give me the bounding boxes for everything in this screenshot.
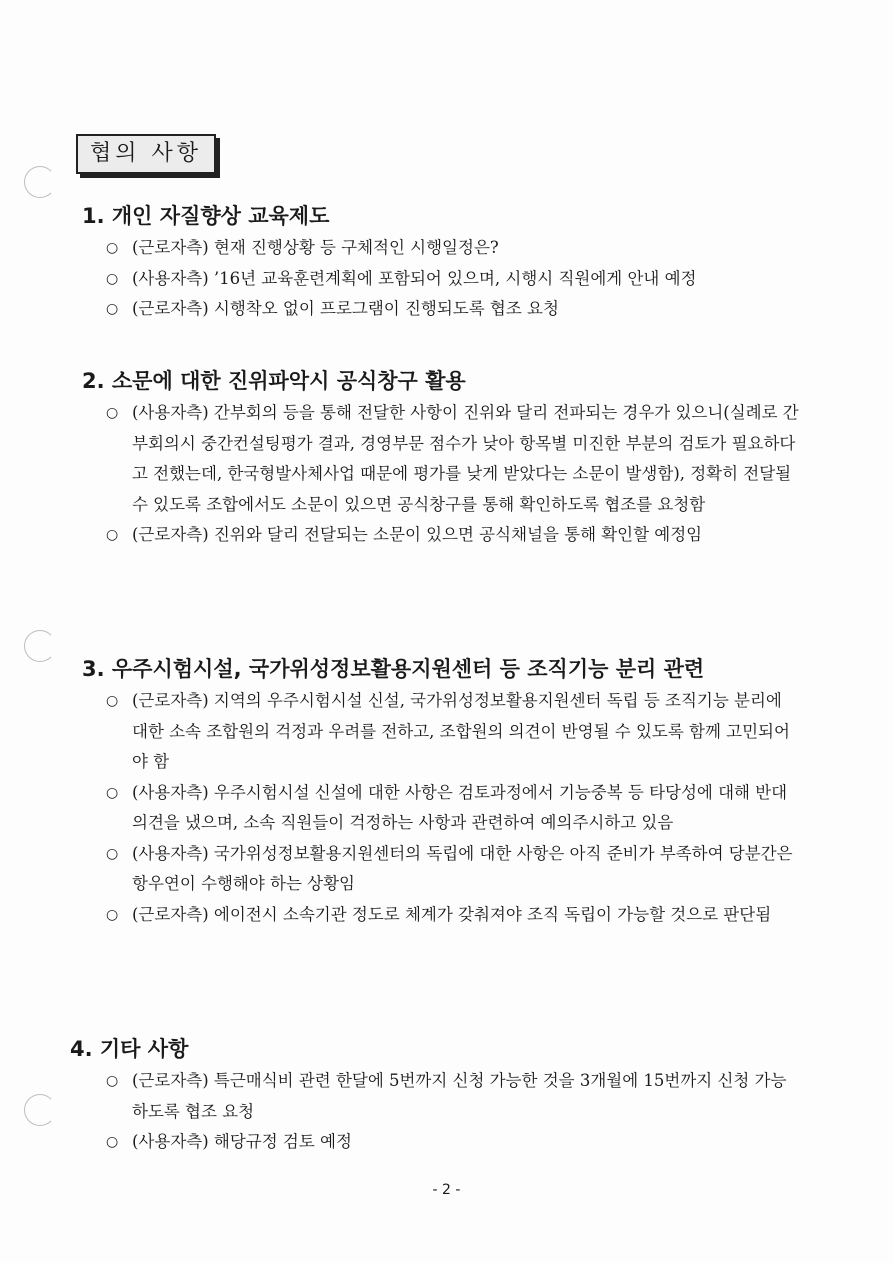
item-text: (근로자측) 특근매식비 관련 한달에 5번까지 신청 가능한 것을 3개월에 15번까지 신청 가능하도록 협조 요청 bbox=[132, 1071, 787, 1121]
section-2 bbox=[82, 366, 802, 551]
list-item bbox=[82, 686, 802, 778]
section-heading: 4. 기타 사항 bbox=[70, 1037, 189, 1061]
item-text: (근로자측) 에이전시 소속기관 정도로 체계가 갖춰져야 조직 독립이 가능할 것으로 판단됨 bbox=[132, 904, 772, 924]
list-item bbox=[82, 778, 802, 839]
circle-bullet-icon: ○ bbox=[106, 693, 119, 709]
circle-bullet-icon: ○ bbox=[106, 784, 119, 801]
list-item bbox=[82, 839, 802, 900]
circle-bullet-icon: ○ bbox=[106, 301, 119, 317]
list-item bbox=[82, 900, 802, 931]
circle-bullet-icon: ○ bbox=[106, 845, 119, 862]
item-text: (근로자측) 현재 진행상황 등 구체적인 시행일정은? bbox=[132, 238, 499, 257]
section-3 bbox=[82, 654, 802, 930]
circle-bullet-icon: ○ bbox=[106, 405, 119, 421]
list-item bbox=[82, 1127, 790, 1158]
section-1 bbox=[82, 201, 802, 325]
item-text: (사용자측) 우주시험시설 신설에 대한 사항은 검토과정에서 기능중복 등 타당성에 대해 반대의견을 냈으며, 소속 직원들이 걱정하는 사항과 관련하여 예의주시하고 있음 bbox=[132, 782, 788, 832]
punch-hole-2 bbox=[24, 630, 56, 662]
item-text: (근로자측) 시행착오 없이 프로그램이 진행되도록 협조 요청 bbox=[132, 299, 559, 318]
circle-bullet-icon: ○ bbox=[106, 240, 119, 256]
list-item bbox=[82, 520, 802, 551]
circle-bullet-icon: ○ bbox=[106, 1073, 119, 1089]
item-text: (근로자측) 진위와 달리 전달되는 소문이 있으면 공식채널을 통해 확인할 예정임 bbox=[132, 525, 703, 544]
item-text: (사용자측) 해당규정 검토 예정 bbox=[132, 1132, 352, 1151]
list-item bbox=[82, 264, 802, 295]
section-heading: 1. 개인 자질향상 교육제도 bbox=[82, 204, 330, 228]
circle-bullet-icon: ○ bbox=[106, 270, 119, 287]
punch-hole-1 bbox=[24, 166, 56, 198]
item-text: (사용자측) ’16년 교육훈련계획에 포함되어 있으며, 시행시 직원에게 안내 예정 bbox=[132, 268, 697, 288]
section-heading: 3. 우주시험시설, 국가위성정보활용지원센터 등 조직기능 분리 관련 bbox=[82, 657, 705, 681]
list-item bbox=[82, 1066, 790, 1127]
item-text: (사용자측) 국가위성정보활용지원센터의 독립에 대한 사항은 아직 준비가 부족하여 당분간은 항우연이 수행해야 하는 상황임 bbox=[132, 843, 793, 893]
circle-bullet-icon: ○ bbox=[106, 1134, 119, 1150]
page-number: - 2 - bbox=[432, 1182, 461, 1198]
punch-hole-3 bbox=[24, 1094, 56, 1126]
section-4 bbox=[70, 1034, 790, 1158]
section-heading: 2. 소문에 대한 진위파악시 공식창구 활용 bbox=[82, 369, 466, 393]
circle-bullet-icon: ○ bbox=[106, 527, 119, 543]
item-text: (근로자측) 지역의 우주시험시설 신설, 국가위성정보활용지원센터 독립 등 조직기능 분리에 대한 소속 조합원의 걱정과 우려를 전하고, 조합원의 의견이 반영될 수 있도록 함께 고민되어야 함 bbox=[132, 691, 790, 771]
list-item bbox=[82, 398, 802, 520]
item-text: (사용자측) 간부회의 등을 통해 전달한 사항이 진위와 달리 전파되는 경우가 있으니(실례로 간부회의시 중간컨설팅평가 결과, 경영부문 점수가 낮아 항목별 미진한 부분의 검토가 필요하다고 전했는데, 한국형발사체사업 때문에 평가를 낮게 받았다는 소문이 발생함), 정확히 전달될 수 있도록 조합에서도 소문이 있으면 공식창구를 통해 확인하도록 협조를 요청함 bbox=[132, 403, 799, 514]
section-title-box: 협의 사항 bbox=[76, 134, 216, 174]
circle-bullet-icon: ○ bbox=[106, 906, 119, 923]
list-item bbox=[82, 294, 802, 325]
list-item bbox=[82, 233, 802, 264]
